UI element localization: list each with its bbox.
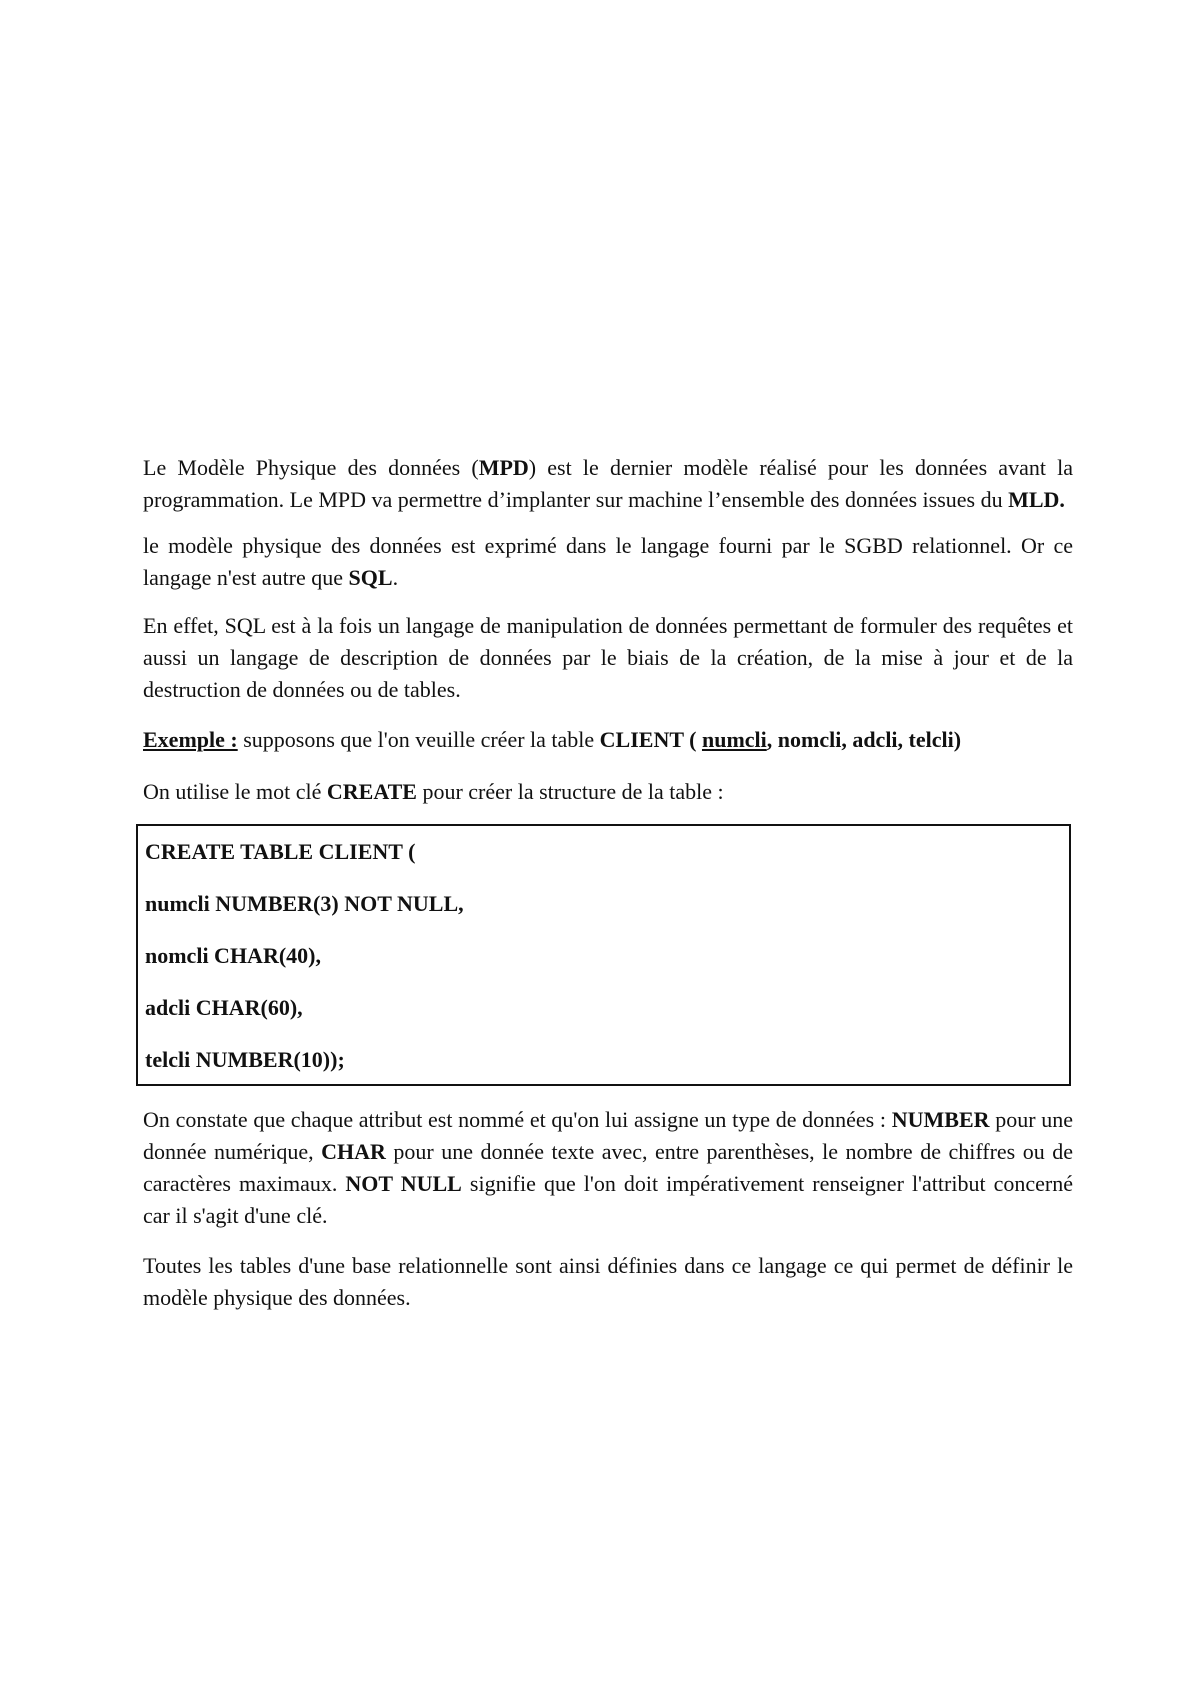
bold-term-char: CHAR	[321, 1139, 386, 1164]
example-label: Exemple :	[143, 727, 238, 752]
bold-term-sql: SQL	[348, 565, 393, 590]
paragraph-sql-language	[143, 530, 1073, 594]
paragraph-create-keyword	[143, 776, 1073, 808]
text: On constate que chaque attribut est nommé et qu'on lui assigne un type de données :	[143, 1107, 892, 1132]
text: pour créer la structure de la table :	[416, 779, 724, 804]
code-line: nomcli CHAR(40),	[145, 943, 321, 968]
text: pour une donnée numérique,	[143, 1107, 1074, 1164]
bold-table-name: CLIENT (	[599, 727, 702, 752]
paragraph-example	[143, 724, 1073, 756]
bold-term-not-null: NOT NULL	[345, 1171, 462, 1196]
paragraph-mpd-intro	[143, 452, 1073, 516]
bold-term-mpd: MPD	[478, 455, 529, 480]
text: ) est le dernier modèle réalisé pour les données avant la programmation. Le MPD va permettre d’implanter sur machine l’ensemble des données issues du	[143, 455, 1073, 512]
code-line: telcli NUMBER(10));	[145, 1047, 345, 1072]
bold-attributes: , nomcli, adcli, telcli)	[766, 727, 962, 752]
paragraph-conclusion: Toutes les tables d'une base relationnelle sont ainsi définies dans ce langage ce qui permet de définir le modèle physique des données.	[143, 1253, 1073, 1310]
sql-code-box	[136, 824, 1071, 1086]
text: supposons que l'on veuille créer la table	[237, 727, 600, 752]
document-body	[143, 452, 1073, 1314]
primary-key-numcli: numcli	[701, 727, 767, 752]
code-line: adcli CHAR(60),	[145, 995, 303, 1020]
code-line: numcli NUMBER(3) NOT NULL,	[145, 891, 464, 916]
paragraph-attribute-types	[143, 1104, 1073, 1232]
text: signifie que l'on doit impérativement renseigner l'attribut concerné car il s'agit d'une clé.	[143, 1171, 1073, 1228]
code-line: CREATE TABLE CLIENT (	[145, 839, 416, 864]
text: Le Modèle Physique des données (	[143, 455, 479, 480]
text: .	[392, 565, 399, 590]
bold-term-mld: MLD.	[1008, 487, 1065, 512]
paragraph-sql-description: En effet, SQL est à la fois un langage de manipulation de données permettant de formuler des requêtes et aussi un langage de description de données par le biais de la création, de la mise à jour et de la destruction de données ou de tables.	[143, 613, 1073, 702]
text: le modèle physique des données est exprimé dans le langage fourni par le SGBD relationnel. Or ce langage n'est autre que	[143, 533, 1073, 590]
bold-term-number: NUMBER	[891, 1107, 990, 1132]
text: On utilise le mot clé	[143, 779, 327, 804]
bold-term-create: CREATE	[326, 779, 417, 804]
text: pour une donnée texte avec, entre parenthèses, le nombre de chiffres ou de caractères maximaux.	[143, 1139, 1073, 1196]
